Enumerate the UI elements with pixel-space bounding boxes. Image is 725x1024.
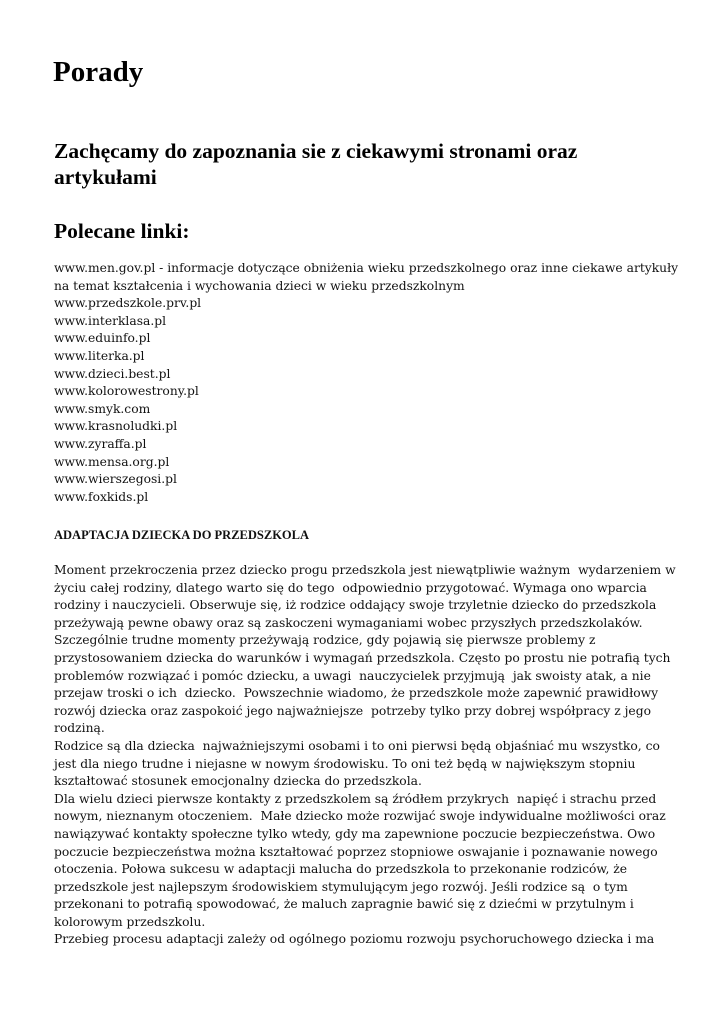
body-line: problemów rozwiązać i pomóc dziecku, a uwagi nauczycielek przyjmują jak swoisty atak, a nie xyxy=(54,668,651,683)
body-line: Szczególnie trudne momenty przeżywają rodzice, gdy pojawią się pierwsze problemy z xyxy=(54,633,596,648)
link-item: www.kolorowestrony.pl xyxy=(54,384,199,399)
body-line: Przebieg procesu adaptacji zależy od ogólnego poziomu rozwoju psychoruchowego dziecka i ma xyxy=(54,932,655,947)
link-item: www.smyk.com xyxy=(54,401,151,416)
body-line: przystosowaniem dziecka do warunków i wymagań przedszkola. Często po prostu nie potrafią tych xyxy=(54,650,671,665)
body-line: nawiązywać kontakty społeczne tylko wtedy, gdy ma zapewnione poczucie bezpieczeństwa. Owo xyxy=(54,826,656,841)
link-item: www.foxkids.pl xyxy=(54,489,149,504)
link-description-line: na temat kształcenia i wychowania dzieci w wieku przedszkolnym xyxy=(54,278,465,293)
body-line: Moment przekroczenia przez dziecko progu przedszkola jest niewątpliwie ważnym wydarzeniem w xyxy=(54,563,676,577)
page-title: Porady xyxy=(53,56,144,88)
link-item: www.literka.pl xyxy=(54,348,145,363)
body-line: rozwój dziecka oraz zaspokoić jego najważniejsze potrzeby tylko przy dobrej współpracy z jego xyxy=(54,703,651,718)
link-item: www.mensa.org.pl xyxy=(54,454,170,469)
body-line: kształtować stosunek emocjonalny dziecka do przedszkola. xyxy=(54,774,422,789)
link-item: www.eduinfo.pl xyxy=(54,331,151,346)
body-line: poczucie bezpieczeństwa można kształtować poprzez stopniowe oswajanie i poznawanie nowego xyxy=(54,844,658,859)
link-item: www.dzieci.best.pl xyxy=(54,366,171,381)
link-item: www.zyraffa.pl xyxy=(54,436,147,451)
body-line: życiu całej rodziny, dlatego warto się do tego odpowiednio przygotować. Wymaga ono wparcia xyxy=(54,580,647,595)
body-line: rodziną. xyxy=(54,721,105,736)
body-line: Rodzice są dla dziecka najważniejszymi osobami i to oni pierwsi będą objaśniać mu wszystko, co xyxy=(54,738,660,753)
body-line: przejaw troski o ich dziecko. Powszechnie wiadomo, że przedszkole może zapewnić prawidłowy xyxy=(54,686,659,701)
article-body xyxy=(54,562,694,949)
body-line: nowym, nieznanym otoczeniem. Małe dziecko może rozwijać swoje indywidualne możliwości oraz xyxy=(54,809,666,824)
body-line: przeżywają pewne obawy oraz są zaskoczeni wymaganiami wobec przyszłych przedszkolaków. xyxy=(54,615,643,630)
link-item: www.krasnoludki.pl xyxy=(54,419,178,434)
link-item: www.wierszegosi.pl xyxy=(54,472,177,487)
body-line: rodziny i nauczycieli. Obserwuje się, iż rodzice oddający swoje trzyletnie dziecko do przedszkola xyxy=(54,598,657,613)
body-line: przedszkole jest najlepszym środowiskiem stymulującym jego rozwój. Jeśli rodzice są o tym xyxy=(54,879,628,894)
link-item: www.przedszkole.prv.pl xyxy=(54,296,202,311)
links-heading: Polecane linki: xyxy=(54,219,190,243)
body-line: otoczenia. Połowa sukcesu w adaptacji malucha do przedszkola to przekonanie rodziców, że xyxy=(54,862,628,877)
links-list xyxy=(54,260,684,506)
body-line: kolorowym przedszkolu. xyxy=(54,914,206,929)
body-line: przekonani to potrafią spowodować, że maluch zapragnie bawić się z dziećmi w przytulnym i xyxy=(54,897,634,912)
body-line: jest dla niego trudne i niejasne w nowym środowisku. To oni też będą w największym stopniu xyxy=(54,756,636,771)
section-heading: ADAPTACJA DZIECKA DO PRZEDSZKOLA xyxy=(54,528,310,542)
link-item: www.interklasa.pl xyxy=(54,313,167,328)
link-description-line: www.men.gov.pl - informacje dotyczące obniżenia wieku przedszkolnego oraz inne ciekawe artykuły xyxy=(54,261,679,275)
page-subtitle: Zachęcamy do zapoznania sie z ciekawymi stronami oraz artykułami xyxy=(54,139,578,189)
body-line: Dla wielu dzieci pierwsze kontakty z przedszkolem są źródłem przykrych napięć i strachu przed xyxy=(54,791,657,806)
